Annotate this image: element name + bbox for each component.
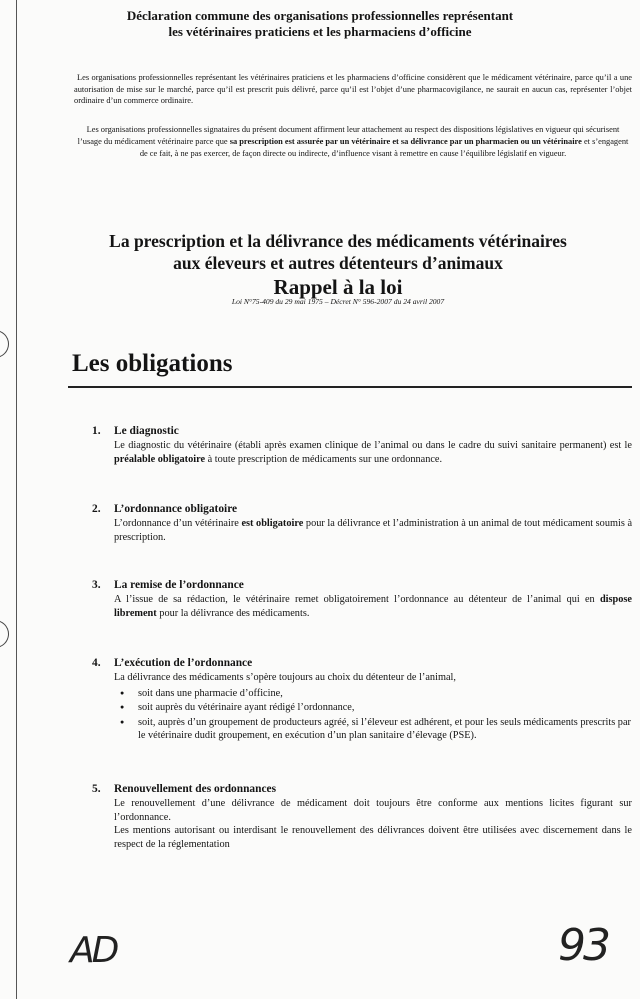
item-intro: La délivrance des médicaments s’opère toujours au choix du détenteur de l’animal, bbox=[114, 672, 456, 683]
item-text: à toute prescription de médicaments sur une ordonnance. bbox=[205, 453, 443, 465]
declaration-title-line2: les vétérinaires praticiens et les pharmaciens d’officine bbox=[168, 24, 472, 39]
punch-hole-top bbox=[0, 330, 9, 358]
item-body bbox=[114, 439, 632, 466]
item-body bbox=[114, 593, 632, 620]
declaration-p2-bold: sa prescription est assurée par un vétérinaire et sa délivrance par un pharmacien ou un vétérinaire bbox=[229, 137, 582, 147]
obligation-item bbox=[92, 424, 632, 466]
list-item: ● soit auprès du vétérinaire ayant rédigé l’ordonnance, bbox=[138, 701, 632, 715]
item-number: 5. bbox=[92, 783, 101, 795]
item-title: Renouvellement des ordonnances bbox=[114, 783, 276, 795]
item-text-bold: préalable obligatoire bbox=[114, 453, 206, 465]
heading-divider bbox=[68, 386, 632, 388]
item-number: 4. bbox=[92, 657, 101, 669]
declaration-paragraph-1: Les organisations professionnelles représentant les vétérinaires praticiens et les pharmaciens d’officine considèrent que le médicament vétérinaire, parce qu’il a une autorisation de mise sur le marché, parce qu’il est prescrit puis délivré, parce qu’il est l’objet d’une pharmacovigilance, ne saurait en aucun cas, représenter l’objet ordinaire d’un commerce ordinaire. bbox=[74, 73, 632, 106]
item-title: Le diagnostic bbox=[114, 425, 179, 437]
declaration-title bbox=[60, 8, 580, 40]
list-item: ● soit dans une pharmacie d’officine, bbox=[138, 687, 632, 701]
item-text: L’ordonnance d’un vétérinaire bbox=[114, 518, 242, 529]
margin-line bbox=[16, 0, 17, 999]
item-text: pour la délivrance et l’administration à un animal de tout médicament soumis à prescription. bbox=[114, 518, 633, 543]
main-title bbox=[50, 230, 626, 300]
obligation-item bbox=[92, 656, 632, 744]
handwritten-initials-left: AD bbox=[70, 930, 117, 971]
item-text-bold: dispose librement bbox=[114, 594, 632, 619]
item-number: 2. bbox=[92, 503, 101, 515]
item-text: A l’issue de sa rédaction, le vétérinaire remet obligatoirement l’ordonnance au détenteur de l’animal qui en bbox=[114, 594, 600, 605]
item-body bbox=[114, 517, 632, 544]
handwritten-initials-right: 93 bbox=[558, 920, 608, 971]
declaration-title-line1: Déclaration commune des organisations professionnelles représentant bbox=[126, 8, 514, 23]
main-title-line3: Rappel à la loi bbox=[273, 275, 403, 299]
section-heading: Les obligations bbox=[72, 350, 233, 377]
declaration-p2-text-a: Les organisations professionnelles signataires du présent document affirment leur attachement au respect des dispositions législatives en vigueur qui sécurisent l’usage du médicament vétérinaire parce que bbox=[77, 125, 620, 147]
item-text: pour la délivrance des médicaments. bbox=[156, 607, 310, 619]
punch-hole-bottom bbox=[0, 620, 9, 648]
main-title-line1: La prescription et la délivrance des médicaments vétérinaires bbox=[109, 231, 567, 251]
item-number: 3. bbox=[92, 579, 101, 591]
main-title-line2: aux éleveurs et autres détenteurs d’animaux bbox=[173, 253, 503, 273]
item-title: La remise de l’ordonnance bbox=[114, 579, 244, 591]
declaration-paragraph-2 bbox=[74, 124, 632, 161]
item-text: Le diagnostic du vétérinaire (établi après examen clinique de l’animal ou dans le cadre du suivi sanitaire permanent) est le bbox=[114, 440, 632, 451]
item-title: L’exécution de l’ordonnance bbox=[114, 657, 253, 669]
item-paragraph: Le renouvellement d’une délivrance de médicament doit toujours être conforme aux mentions licites figurant sur l’ordonnance. bbox=[114, 798, 632, 823]
list-item: ● soit, auprès d’un groupement de producteurs agréé, si l’éleveur est adhérent, et pour les seuls médicaments prescrits par le vétérinaire dudit groupement, en exécution d’un plan sanitaire d’élevage (PSE). bbox=[138, 716, 632, 743]
obligation-item bbox=[92, 782, 632, 851]
obligation-item bbox=[92, 502, 632, 544]
item-paragraph: Les mentions autorisant ou interdisant le renouvellement des délivrances doivent être utilisées avec discernement dans le respect de la réglementation bbox=[114, 825, 632, 850]
item-text-bold: est obligatoire bbox=[241, 518, 304, 529]
item-number: 1. bbox=[92, 425, 101, 437]
item-title: L’ordonnance obligatoire bbox=[114, 503, 238, 515]
declaration-p2-text-b: et s’engagent de ce fait, à ne pas exercer, de façon directe ou indirecte, d’influence visant à remettre en cause l’équilibre législatif en vigueur. bbox=[139, 137, 629, 159]
law-reference: Loi N°75-409 du 29 mai 1975 – Décret N° 596-2007 du 24 avril 2007 bbox=[231, 297, 445, 306]
delivery-options-list bbox=[92, 687, 632, 743]
obligation-item bbox=[92, 578, 632, 620]
